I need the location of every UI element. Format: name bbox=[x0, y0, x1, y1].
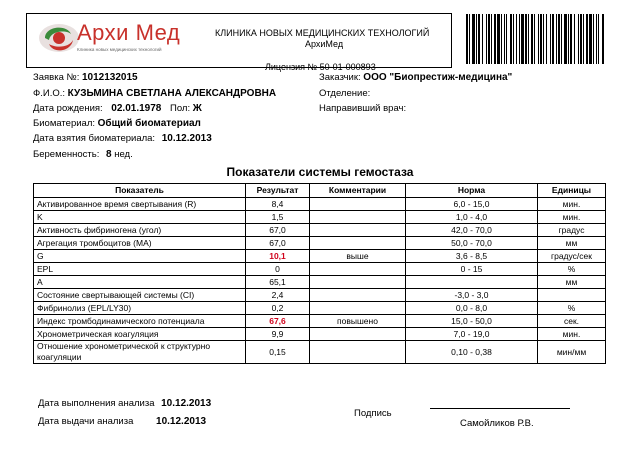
row-parameter: Хронометрическая коагуляция bbox=[34, 328, 246, 341]
barcode-bar bbox=[525, 14, 527, 64]
row-parameter: Активность фибриногена (угол) bbox=[34, 224, 246, 237]
row-unit: мин. bbox=[538, 328, 606, 341]
barcode-bar bbox=[504, 14, 505, 64]
row-comment bbox=[310, 263, 406, 276]
barcode-bar bbox=[578, 14, 579, 64]
row-unit: градус bbox=[538, 224, 606, 237]
barcode-bar bbox=[550, 14, 551, 64]
barcode-bar bbox=[501, 14, 502, 64]
barcode-bar bbox=[478, 14, 480, 64]
dob-value: 02.01.1978 bbox=[111, 103, 162, 114]
dob-label: Дата рождения: bbox=[33, 103, 103, 114]
row-comment bbox=[310, 302, 406, 315]
clinic-name bbox=[215, 28, 455, 50]
row-comment bbox=[310, 237, 406, 250]
barcode-bar bbox=[534, 14, 535, 64]
row-parameter: Активированное время свертывания (R) bbox=[34, 198, 246, 211]
row-result: 8,4 bbox=[246, 198, 310, 211]
date-of-birth bbox=[33, 103, 202, 114]
row-result: 0,15 bbox=[246, 341, 310, 364]
row-norm: -3,0 - 3,0 bbox=[406, 289, 538, 302]
row-parameter: Индекс тромбодинамического потенциала bbox=[34, 315, 246, 328]
row-norm: 7,0 - 19,0 bbox=[406, 328, 538, 341]
table-row bbox=[34, 198, 606, 211]
barcode-bar bbox=[497, 14, 500, 64]
row-comment bbox=[310, 289, 406, 302]
row-parameter: A bbox=[34, 276, 246, 289]
barcode-bar bbox=[540, 14, 542, 64]
row-result: 1,5 bbox=[246, 211, 310, 224]
sex-label: Пол: bbox=[170, 103, 191, 114]
clinic-name-line: КЛИНИКА НОВЫХ МЕДИЦИНСКИХ ТЕХНОЛОГИЙ bbox=[215, 28, 430, 38]
row-result: 65,1 bbox=[246, 276, 310, 289]
row-unit: сек. bbox=[538, 315, 606, 328]
logo-subtitle: Клиника новых медицинских технологий bbox=[77, 47, 162, 52]
logo-center bbox=[53, 32, 65, 44]
row-parameter: EPL bbox=[34, 263, 246, 276]
report-title: Показатели системы гемостаза bbox=[226, 165, 414, 179]
table-row bbox=[34, 263, 606, 276]
row-parameter: G bbox=[34, 250, 246, 263]
signer-name: Самойликов Р.В. bbox=[460, 418, 534, 429]
barcode-bar bbox=[552, 14, 554, 64]
pregnancy-value: 8 bbox=[106, 149, 112, 160]
issue-label: Дата выдачи анализа bbox=[38, 416, 134, 427]
header-norm: Норма bbox=[406, 184, 538, 198]
issue-value: 10.12.2013 bbox=[156, 416, 207, 427]
barcode-bar bbox=[546, 14, 547, 64]
row-norm: 0,0 - 8,0 bbox=[406, 302, 538, 315]
analysis-issue-date bbox=[38, 416, 206, 427]
row-unit: % bbox=[538, 263, 606, 276]
row-norm: 6,0 - 15,0 bbox=[406, 198, 538, 211]
row-comment bbox=[310, 198, 406, 211]
table-row bbox=[34, 224, 606, 237]
header-result: Результат bbox=[246, 184, 310, 198]
done-value: 10.12.2013 bbox=[161, 398, 212, 409]
barcode-bar bbox=[476, 14, 477, 64]
barcode-bar bbox=[472, 14, 475, 64]
row-comment: повышено bbox=[310, 315, 406, 328]
barcode-bar bbox=[506, 14, 507, 64]
barcode-bar bbox=[596, 14, 597, 64]
barcode-bar bbox=[494, 14, 496, 64]
table-row bbox=[34, 315, 606, 328]
barcode bbox=[464, 14, 606, 64]
row-norm: 3,6 - 8,5 bbox=[406, 250, 538, 263]
customer bbox=[319, 72, 512, 83]
barcode-bar bbox=[531, 14, 533, 64]
row-unit bbox=[538, 289, 606, 302]
license-number: Лицензия № 50-01-000893 bbox=[265, 62, 376, 72]
barcode-bar bbox=[538, 14, 539, 64]
row-comment bbox=[310, 341, 406, 364]
analysis-done-date bbox=[38, 398, 211, 409]
barcode-bar bbox=[570, 14, 572, 64]
row-result: 0 bbox=[246, 263, 310, 276]
row-comment bbox=[310, 328, 406, 341]
row-result: 67,0 bbox=[246, 224, 310, 237]
row-norm: 0,10 - 0,38 bbox=[406, 341, 538, 364]
row-result: 67,0 bbox=[246, 237, 310, 250]
row-parameter: Отношение хронометрической к структурно коагуляции bbox=[34, 341, 246, 364]
signature-line bbox=[430, 408, 570, 409]
barcode-bar bbox=[521, 14, 524, 64]
row-unit: мин. bbox=[538, 211, 606, 224]
barcode-bar bbox=[561, 14, 562, 64]
table-header-row bbox=[34, 184, 606, 198]
results-table bbox=[33, 183, 606, 364]
barcode-bar bbox=[583, 14, 584, 64]
barcode-bar bbox=[593, 14, 594, 64]
pregnancy-unit: нед. bbox=[114, 149, 133, 160]
barcode-bar bbox=[556, 14, 557, 64]
row-comment bbox=[310, 211, 406, 224]
patient-name bbox=[33, 88, 276, 99]
row-comment bbox=[310, 276, 406, 289]
barcode-bar bbox=[491, 14, 492, 64]
row-norm: 1,0 - 4,0 bbox=[406, 211, 538, 224]
name-label: Ф.И.О.: bbox=[33, 88, 65, 99]
barcode-bar bbox=[513, 14, 514, 64]
pregnancy-label: Беременность: bbox=[33, 149, 100, 160]
sex-value: Ж bbox=[192, 103, 202, 114]
row-result: 10,1 bbox=[246, 250, 310, 263]
row-unit: мин. bbox=[538, 198, 606, 211]
sample-date bbox=[33, 133, 212, 144]
header-comments: Комментарии bbox=[310, 184, 406, 198]
barcode-bar bbox=[589, 14, 592, 64]
row-unit: мин/мм bbox=[538, 341, 606, 364]
barcode-bar bbox=[558, 14, 560, 64]
results-table-body bbox=[34, 198, 606, 364]
row-norm bbox=[406, 276, 538, 289]
row-parameter: Фибринолиз (EPL/LY30) bbox=[34, 302, 246, 315]
barcode-bar bbox=[574, 14, 575, 64]
row-unit: % bbox=[538, 302, 606, 315]
customer-label: Заказчик: bbox=[319, 72, 361, 83]
barcode-bar bbox=[598, 14, 599, 64]
barcode-bar bbox=[602, 14, 604, 64]
table-row bbox=[34, 289, 606, 302]
barcode-bar bbox=[580, 14, 582, 64]
barcode-bar bbox=[469, 14, 470, 64]
sample-date-value: 10.12.2013 bbox=[161, 133, 212, 144]
customer-value: ООО "Биопрестиж-медицина" bbox=[363, 72, 513, 83]
row-parameter: K bbox=[34, 211, 246, 224]
barcode-bar bbox=[568, 14, 569, 64]
row-unit: мм bbox=[538, 276, 606, 289]
signature-label: Подпись bbox=[354, 408, 392, 419]
biomaterial-label: Биоматериал: bbox=[33, 118, 96, 129]
done-label: Дата выполнения анализа bbox=[38, 398, 155, 409]
table-row bbox=[34, 302, 606, 315]
order-label: Заявка №: bbox=[33, 72, 80, 83]
row-unit: мм bbox=[538, 237, 606, 250]
table-row bbox=[34, 250, 606, 263]
row-parameter: Агрегация тромбоцитов (MA) bbox=[34, 237, 246, 250]
row-norm: 50,0 - 70,0 bbox=[406, 237, 538, 250]
row-comment: выше bbox=[310, 250, 406, 263]
table-row bbox=[34, 276, 606, 289]
logo-text: Архи Мед bbox=[77, 20, 181, 45]
referring-doctor-label: Направивший врач: bbox=[319, 103, 407, 114]
row-result: 9,9 bbox=[246, 328, 310, 341]
row-norm: 15,0 - 50,0 bbox=[406, 315, 538, 328]
barcode-bar bbox=[510, 14, 512, 64]
biomaterial-value: Общий биоматериал bbox=[97, 118, 201, 129]
barcode-bar bbox=[519, 14, 520, 64]
order-value: 1012132015 bbox=[81, 72, 138, 83]
pregnancy bbox=[33, 149, 133, 160]
report-header bbox=[26, 13, 452, 72]
barcode-bar bbox=[528, 14, 529, 64]
clinic-short-name: АрхиМед bbox=[305, 39, 344, 49]
barcode-bar bbox=[586, 14, 588, 64]
table-row bbox=[34, 211, 606, 224]
row-norm: 42,0 - 70,0 bbox=[406, 224, 538, 237]
row-unit: градус/сек bbox=[538, 250, 606, 263]
table-row bbox=[34, 341, 606, 364]
department-label: Отделение: bbox=[319, 88, 371, 99]
barcode-bar bbox=[486, 14, 487, 64]
row-norm: 0 - 15 bbox=[406, 263, 538, 276]
header-parameter: Показатель bbox=[34, 184, 246, 198]
barcode-bar bbox=[482, 14, 483, 64]
order-number bbox=[33, 72, 138, 83]
name-value: КУЗЬМИНА СВЕТЛАНА АЛЕКСАНДРОВНА bbox=[67, 88, 277, 99]
sample-date-label: Дата взятия биоматериала: bbox=[33, 133, 156, 144]
barcode-bar bbox=[564, 14, 567, 64]
header-units: Единицы bbox=[538, 184, 606, 198]
row-comment bbox=[310, 224, 406, 237]
row-result: 67,6 bbox=[246, 315, 310, 328]
biomaterial bbox=[33, 118, 201, 129]
barcode-bar bbox=[543, 14, 544, 64]
barcode-bar bbox=[466, 14, 468, 64]
row-result: 2,4 bbox=[246, 289, 310, 302]
table-row bbox=[34, 328, 606, 341]
barcode-bar bbox=[488, 14, 490, 64]
row-result: 0,2 bbox=[246, 302, 310, 315]
table-row bbox=[34, 237, 606, 250]
row-parameter: Состояние свертывающей системы (CI) bbox=[34, 289, 246, 302]
barcode-bar bbox=[516, 14, 517, 64]
